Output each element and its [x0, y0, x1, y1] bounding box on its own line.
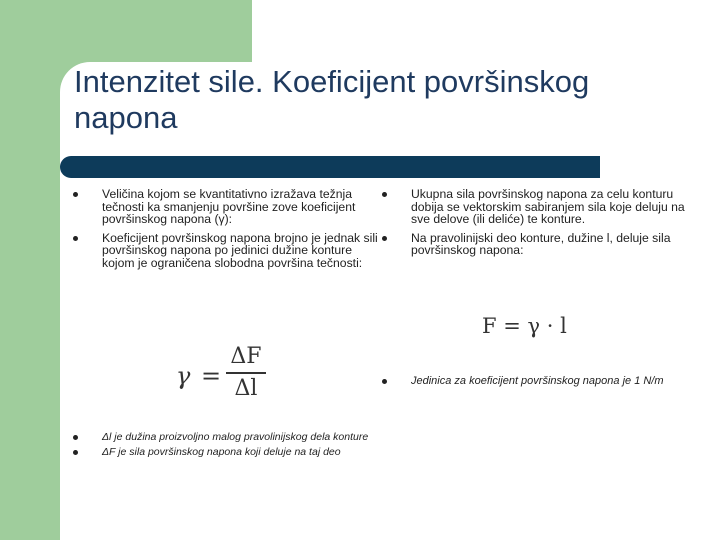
bullet-item: Ukupna sila površinskog napona za celu konturu dobija se vektorskim sabiranjem sila koje deluju na sve delove (ili deliće) te konture. — [382, 188, 692, 226]
left-notes-list — [73, 432, 373, 458]
bullet-item: Na pravolinijski deo konture, dužine l, deluje sila površinskog napona: — [382, 232, 692, 257]
formula-denominator: Δl — [234, 375, 258, 401]
formula-fraction — [226, 343, 266, 403]
note-item: ΔF je sila površinskog napona koji deluje na taj deo — [73, 447, 373, 458]
formula-gamma: γ — [176, 362, 191, 390]
unit-note-list — [382, 375, 692, 387]
right-bullet-list — [382, 188, 692, 257]
left-bullet-list — [73, 188, 378, 269]
formula-numerator: ΔF — [230, 344, 262, 369]
note-item: Δl je dužina proizvoljno malog pravolinijskog dela konture — [73, 432, 373, 443]
title-divider-bar — [60, 156, 600, 178]
formula-equals: = — [201, 362, 222, 390]
bullet-item: Koeficijent površinskog napona brojno je jednak sili površinskog napona po jedinici dužine konture kojom je ograničena slobodna površina tečnosti: — [73, 232, 378, 270]
unit-note: Jedinica za koeficijent površinskog napona je 1 N/m — [382, 375, 692, 387]
force-formula: F = γ · l — [482, 314, 567, 338]
slide-title: Intenzitet sile. Koeficijent površinskog napona — [74, 64, 590, 135]
bullet-item: Veličina kojom se kvantitativno izražava težnja tečnosti ka smanjenju površine zove koeficijent površinskog napona (γ): — [73, 188, 378, 226]
fraction-bar — [226, 372, 266, 374]
surface-tension-formula — [176, 343, 266, 403]
